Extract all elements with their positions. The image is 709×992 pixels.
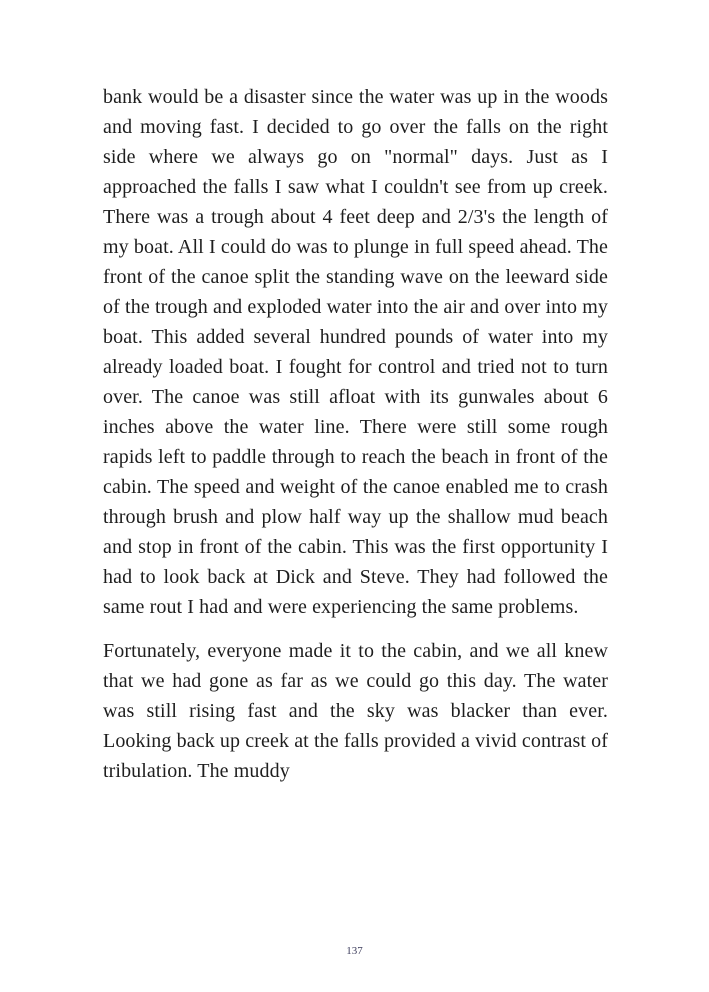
paragraph-2: Fortunately, everyone made it to the cabin, and we all knew that we had gone as far as we could go this day. The water was still rising fast and the sky was blacker than ever. Looking back up creek at the falls provided a vivid contrast of tribulation. The muddy	[103, 640, 608, 782]
text-content	[103, 82, 608, 786]
page-number: 137	[346, 945, 363, 957]
paragraph-1: bank would be a disaster since the water was up in the woods and moving fast. I decided to go over the falls on the right side where we always go on "normal" days. Just as I approached the falls I saw what I couldn't see from up creek. There was a trough about 4 feet deep and 2/3's the length of my boat. All I could do was to plunge in full speed ahead. The front of the canoe split the standing wave on the leeward side of the trough and exploded water into the air and over into my boat. This added several hundred pounds of water into my already loaded boat. I fought for control and tried not to turn over. The canoe was still afloat with its gunwales about 6 inches above the water line. There were still some rough rapids left to paddle through to reach the beach in front of the cabin. The speed and weight of the canoe enabled me to crash through brush and plow half way up the shallow mud beach and stop in front of the cabin. This was the first opportunity I had to look back at Dick and Steve. They had followed the same rout I had and were experiencing the same problems.	[103, 86, 608, 618]
